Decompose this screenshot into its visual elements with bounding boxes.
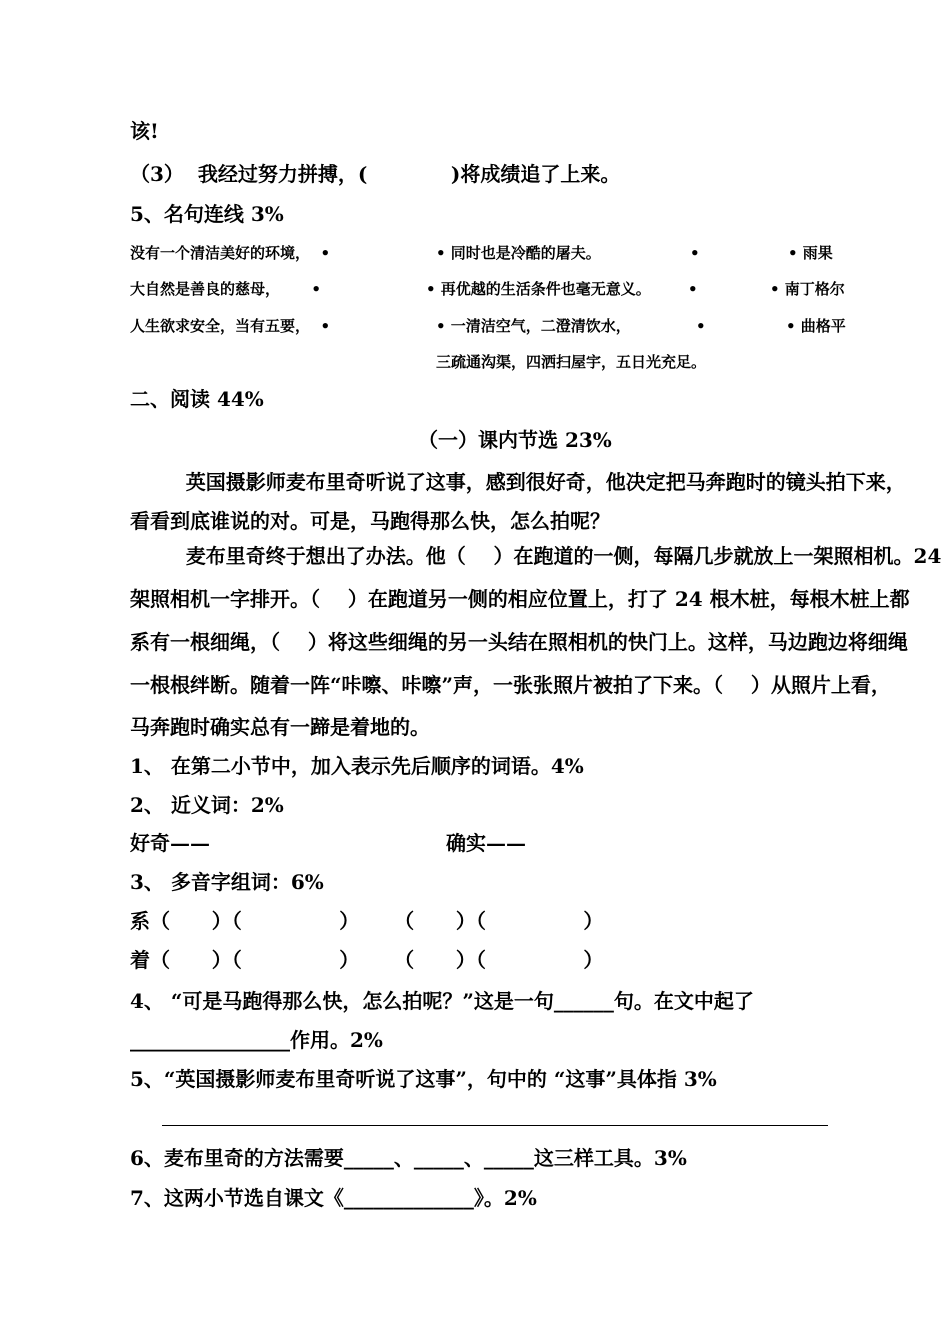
passage-line-3: 麦布里奇终于想出了办法。他（ ）在跑道的一侧，每隔几步就放上一架照相机。24 xyxy=(130,544,942,568)
match-left-1: 没有一个清洁美好的环境， • xyxy=(130,244,331,262)
passage-line-6: 一根根绊断。随着一阵“咔嚓、咔嚓”声，一张张照片被拍了下来。（ ）从照片上看， xyxy=(130,673,891,697)
passage-line-5: 系有一根细绳，（ ）将这些细绳的另一头结在照相机的快门上。这样，马边跑边将细绳 xyxy=(130,630,908,654)
match-left-3: 人生欲求安全，当有五要， • xyxy=(130,317,331,335)
subsection-1-heading: （一）课内节选 23% xyxy=(418,428,612,452)
question-2-item-b: 确实—— xyxy=(446,831,526,855)
match-middle-3: • 一清洁空气，二澄清饮水， xyxy=(436,317,631,335)
match-dot-2: • xyxy=(688,280,698,298)
match-middle-3-continued: 三疏通沟渠，四洒扫屋宇，五日光充足。 xyxy=(436,353,707,371)
match-right-2: • 南丁格尔 xyxy=(770,280,845,298)
question-2-item-a: 好奇—— xyxy=(130,831,210,855)
section-2-heading: 二、阅读 44% xyxy=(130,387,264,411)
question-6: 6、麦布里奇的方法需要_____、_____、_____这三样工具。3% xyxy=(130,1146,687,1170)
passage-line-1: 英国摄影师麦布里奇听说了这事，感到很好奇，他决定把马奔跑时的镜头拍下来， xyxy=(130,470,906,494)
continuation-text: 该! xyxy=(130,119,159,143)
match-left-2: 大自然是善良的慈母， • xyxy=(130,280,321,298)
answer-rule xyxy=(162,1125,828,1126)
question-1: 1、 在第二小节中，加入表示先后顺序的词语。4% xyxy=(130,754,584,778)
question-7: 7、这两小节选自课文《_____________》。2% xyxy=(130,1186,537,1210)
match-dot-1: • xyxy=(690,244,700,262)
question-3: 3、 多音字组词：6% xyxy=(130,870,324,894)
match-middle-2: • 再优越的生活条件也毫无意义。 xyxy=(426,280,651,298)
passage-line-2: 看看到底谁说的对。可是，马跑得那么快，怎么拍呢？ xyxy=(130,509,610,533)
question-3-row-b: 着（ ）（ ） （ ）（ ） xyxy=(130,948,604,972)
question-3-row-a: 系（ ）（ ） （ ）（ ） xyxy=(130,909,604,933)
match-dot-3: • xyxy=(696,317,706,335)
passage-line-4: 架照相机一字排开。（ ）在跑道另一侧的相应位置上，打了 24 根木桩，每根木桩上都 xyxy=(130,587,910,611)
question-5: 5、“英国摄影师麦布里奇听说了这事”，句中的 “这事”具体指 3% xyxy=(130,1067,717,1091)
question-4-line-2: ________________作用。2% xyxy=(130,1028,383,1052)
question-2: 2、 近义词：2% xyxy=(130,793,284,817)
match-right-3: • 曲格平 xyxy=(786,317,846,335)
fill-in-item-3: （3） 我经过努力拼搏，( )将成绩追了上来。 xyxy=(130,162,621,186)
match-right-1: • 雨果 xyxy=(788,244,833,262)
question-4-line-1: 4、 “可是马跑得那么快，怎么拍呢？”这是一句______句。在文中起了 xyxy=(130,989,754,1013)
match-middle-1: • 同时也是冷酷的屠夫。 xyxy=(436,244,601,262)
question-5-heading: 5、名句连线 3% xyxy=(130,202,284,226)
passage-line-7: 马奔跑时确实总有一蹄是着地的。 xyxy=(130,715,430,739)
